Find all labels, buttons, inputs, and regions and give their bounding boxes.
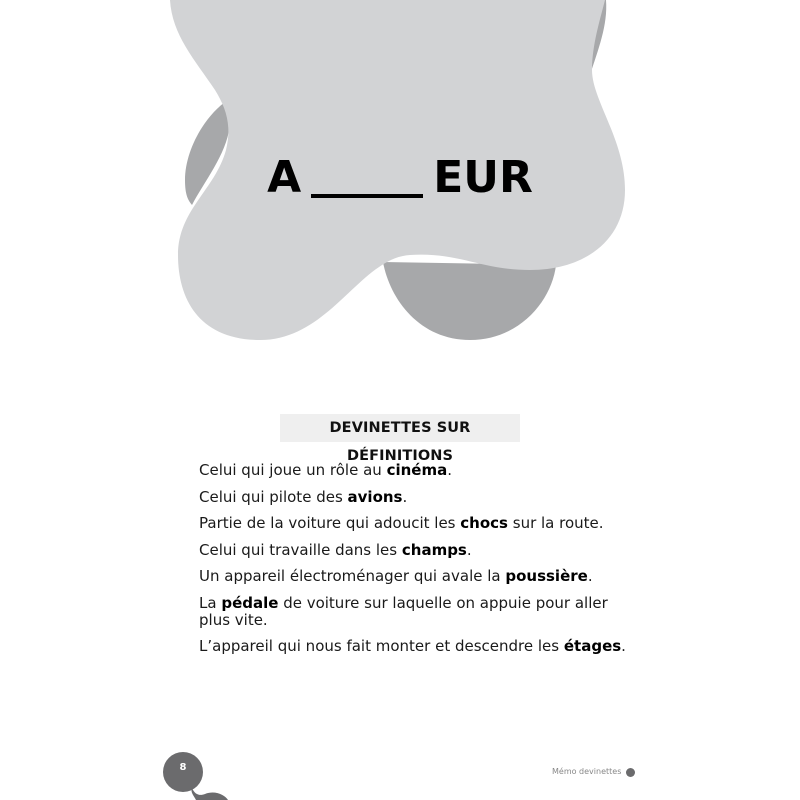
riddle-item: [199, 462, 639, 479]
riddle-text: Celui qui pilote des: [199, 487, 348, 506]
puzzle-suffix: EUR: [433, 152, 533, 203]
riddle-text: L’appareil qui nous fait monter et descendre les: [199, 637, 564, 655]
puzzle-word: [0, 150, 800, 206]
riddle-list: [199, 462, 639, 665]
riddle-text: Celui qui travaille dans les: [199, 540, 402, 559]
riddle-text: sur la route.: [507, 514, 604, 532]
riddle-keyword: cinéma: [386, 461, 448, 479]
riddle-item: [199, 595, 639, 629]
footer-dot-icon: [626, 768, 635, 777]
page-number: 8: [179, 762, 187, 773]
riddle-text: Celui qui joue un rôle au: [199, 461, 387, 479]
riddle-text: .: [587, 567, 593, 585]
footer-book-title: Mémo devinettes: [552, 767, 622, 776]
riddle-keyword: chocs: [460, 514, 508, 532]
riddle-keyword: pédale: [221, 593, 279, 612]
riddle-text: La: [199, 593, 222, 612]
riddle-keyword: champs: [401, 540, 467, 559]
riddle-text: .: [466, 540, 472, 559]
riddle-text: .: [621, 637, 626, 655]
riddle-item: [199, 542, 639, 559]
puzzle-blank: [311, 194, 423, 198]
riddle-item: [199, 489, 639, 506]
riddle-text: Un appareil électroménager qui avale la: [199, 567, 506, 585]
riddle-text: .: [402, 487, 408, 506]
page-badge-shape: [0, 740, 260, 800]
puzzle-prefix: A: [267, 152, 302, 203]
riddle-item: [199, 568, 639, 585]
riddle-keyword: avions: [347, 487, 403, 506]
section-title: DEVINETTES SUR DÉFINITIONS: [280, 414, 520, 442]
riddle-keyword: étages: [563, 637, 622, 655]
dark-blob-bottom: [383, 262, 556, 340]
riddle-item: [199, 515, 639, 532]
riddle-text: .: [447, 461, 452, 479]
riddle-text: de voiture sur laquelle on appuie pour aller plus vite.: [199, 593, 608, 629]
riddle-keyword: poussière: [505, 567, 588, 585]
riddle-text: Partie de la voiture qui adoucit les: [199, 514, 461, 532]
riddle-item: [199, 638, 639, 655]
